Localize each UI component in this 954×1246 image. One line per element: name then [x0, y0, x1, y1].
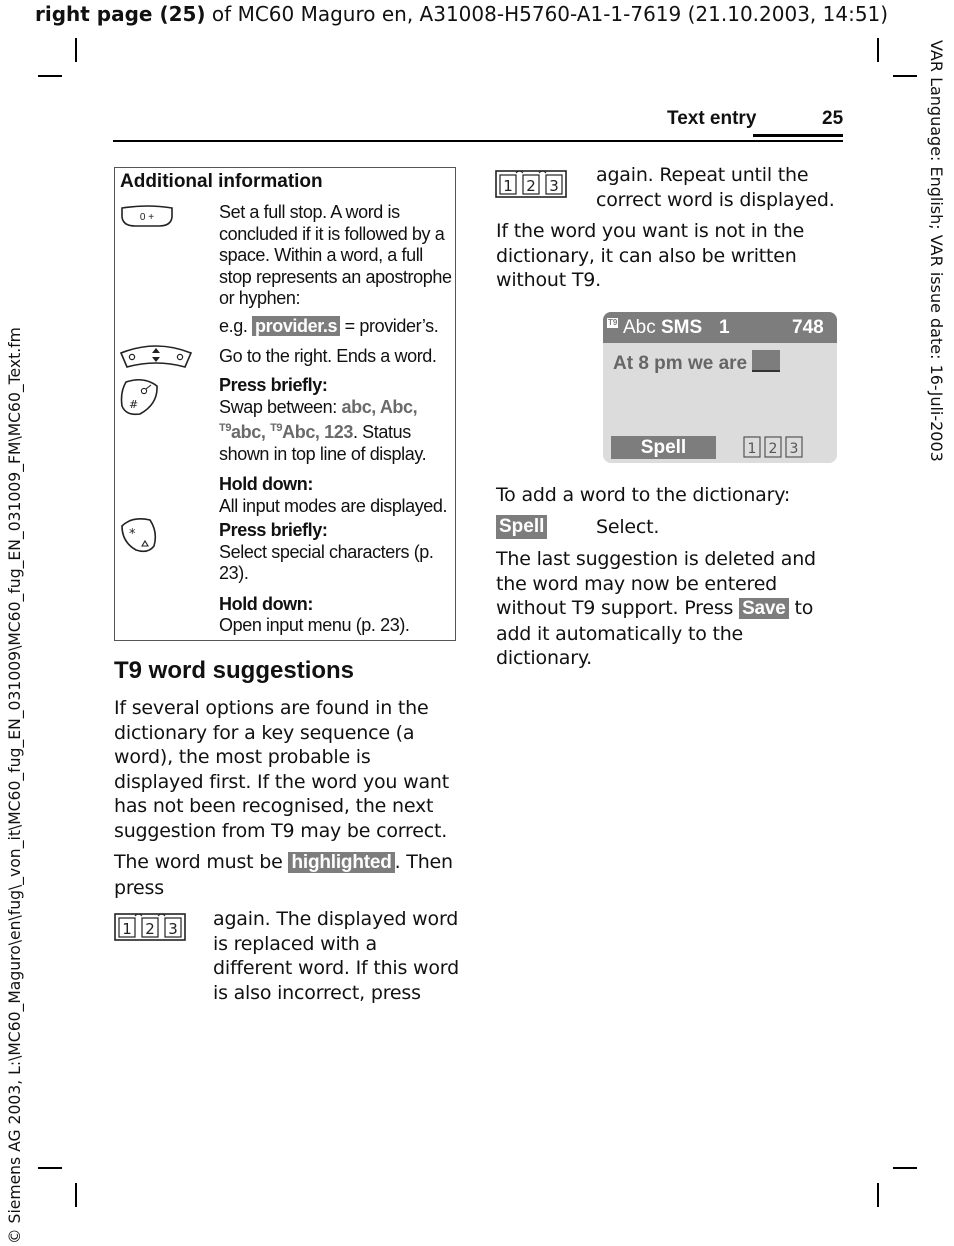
mode-list-1: abc, Abc, — [341, 396, 418, 417]
spell-label: Spell — [496, 515, 547, 539]
nav-key-text: Go to the right. Ends a word. — [219, 346, 437, 366]
navigation-key-icon — [118, 343, 194, 375]
add-word-text: To add a word to the dictionary: — [496, 484, 791, 506]
hash-swap-text — [219, 397, 455, 466]
additional-info-title: Additional information — [120, 171, 323, 192]
digit-key-2: 2 — [768, 441, 778, 457]
crop-mark — [38, 75, 62, 77]
hash-press-briefly: Press briefly: — [219, 375, 328, 395]
section-heading: T9 word suggestions — [114, 657, 355, 684]
star-key-icon — [118, 516, 160, 556]
hash-key-text — [219, 375, 455, 517]
hash-hold-down: Hold down: — [219, 474, 313, 494]
example-highlight: provider.s — [252, 316, 340, 336]
svg-text:#: # — [129, 398, 139, 411]
section-para-2 — [114, 850, 459, 900]
last-suggestion-text — [496, 547, 841, 671]
side-text-left: © Siemens AG 2003, L:\MC60_Maguro\en\fug\_von_it\MC60_fug_EN_031009\MC60_fug_EN_031009_FM\MC60_Text.fm — [6, 327, 24, 1244]
digit-key-1: 1 — [122, 920, 132, 938]
print-header — [35, 2, 888, 26]
t9-superscript: T9 — [219, 422, 232, 434]
svg-text:*: * — [129, 527, 136, 542]
mode-t9abc: abc, — [231, 422, 271, 442]
para2-prefix: The word must be — [114, 851, 289, 873]
header-rule — [113, 140, 843, 142]
star-text: Select special characters (p. 23). — [219, 541, 434, 583]
digit-key-3: 3 — [168, 920, 178, 938]
digit-key-2: 2 — [145, 920, 155, 938]
digit-key-2: 2 — [526, 177, 536, 195]
chars-remaining: 748 — [792, 317, 824, 338]
example-suffix: = provider’s. — [340, 316, 439, 336]
digit-keys-icon-display — [743, 435, 803, 459]
digit-key-3: 3 — [549, 177, 559, 195]
display-status-bar — [603, 312, 837, 343]
star-hold-text: Open input menu (p. 23). — [219, 615, 410, 635]
input-mode: Abc — [623, 317, 656, 338]
crop-mark — [75, 38, 77, 62]
swap-prefix: Swap between: — [219, 396, 342, 417]
page-number: 25 — [822, 108, 844, 129]
para2-suffix: . Then press — [114, 851, 453, 899]
section-para-1: If several options are found in the dictionary for a key sequence (a word), the most probable is displayed first. If the word you want has not been recognised, the next suggestion from T9 may be correct. — [114, 697, 449, 842]
last-suffix: to add it automatically to the dictionary. — [496, 597, 814, 669]
not-in-dictionary-text: If the word you want is not in the dictionary, it can also be written without T9. — [496, 220, 805, 291]
text-cursor — [752, 350, 780, 372]
hash-hold-text: All input modes are displayed. — [219, 495, 448, 516]
star-press-briefly: Press briefly: — [219, 520, 328, 540]
digit-key-1: 1 — [503, 177, 513, 195]
crop-mark — [893, 1167, 917, 1169]
phone-display — [603, 312, 837, 463]
select-text: Select. — [596, 516, 660, 538]
hash-key-icon — [118, 378, 160, 418]
after-keys-text: again. The displayed word is replaced with a different word. If this word is also incorrect, press — [213, 908, 459, 1004]
star-hold-down: Hold down: — [219, 593, 313, 614]
crop-mark — [75, 1183, 77, 1207]
running-head-title: Text entry — [667, 108, 757, 129]
side-text-right: VAR Language: English; VAR issue date: 16-Juli-2003 — [927, 40, 946, 462]
digit-keys-icon — [114, 913, 186, 941]
digit-key-3: 3 — [789, 441, 799, 457]
zero-key-label: 0 + — [139, 212, 155, 223]
t9-superscript: T9 — [270, 422, 283, 434]
digit-key-1: 1 — [747, 441, 757, 457]
softkey-spell[interactable]: Spell — [611, 436, 716, 459]
crop-mark — [877, 38, 879, 62]
mode-t9Abc: Abc, 123 — [282, 422, 353, 442]
zero-key-icon — [119, 203, 175, 229]
print-header-rest: of MC60 Maguro en, A31008-H5760-A1-1-7619 (21.10.2003, 14:51) — [205, 2, 889, 26]
zero-key-example — [219, 316, 459, 338]
message-body: At 8 pm we are — [613, 353, 748, 374]
print-header-bold: right page (25) — [35, 2, 206, 26]
again-text: again. Repeat until the correct word is displayed. — [596, 164, 835, 211]
message-text — [613, 350, 780, 375]
crop-mark — [893, 75, 917, 77]
app-name: SMS — [661, 317, 703, 338]
star-key-text — [219, 520, 455, 637]
crop-mark — [877, 1183, 879, 1207]
swap-suffix: . Status shown in top line of display. — [219, 422, 427, 464]
message-count: 1 — [719, 317, 730, 338]
zero-key-text: Set a full stop. A word is concluded if it is followed by a space. Within a word, a full stop represents an apostrophe or hyphen: — [219, 202, 452, 308]
crop-mark — [38, 1167, 62, 1169]
save-label: Save — [739, 598, 789, 619]
digit-keys-icon-right — [495, 170, 567, 198]
para2-highlight: highlighted — [288, 852, 394, 873]
header-rule-accent — [753, 134, 843, 137]
example-prefix: e.g. — [219, 316, 253, 336]
t9-mode-icon: T9 — [608, 318, 618, 327]
last-prefix: The last suggestion is deleted and the word may now be entered without T9 support. Press — [496, 548, 816, 619]
